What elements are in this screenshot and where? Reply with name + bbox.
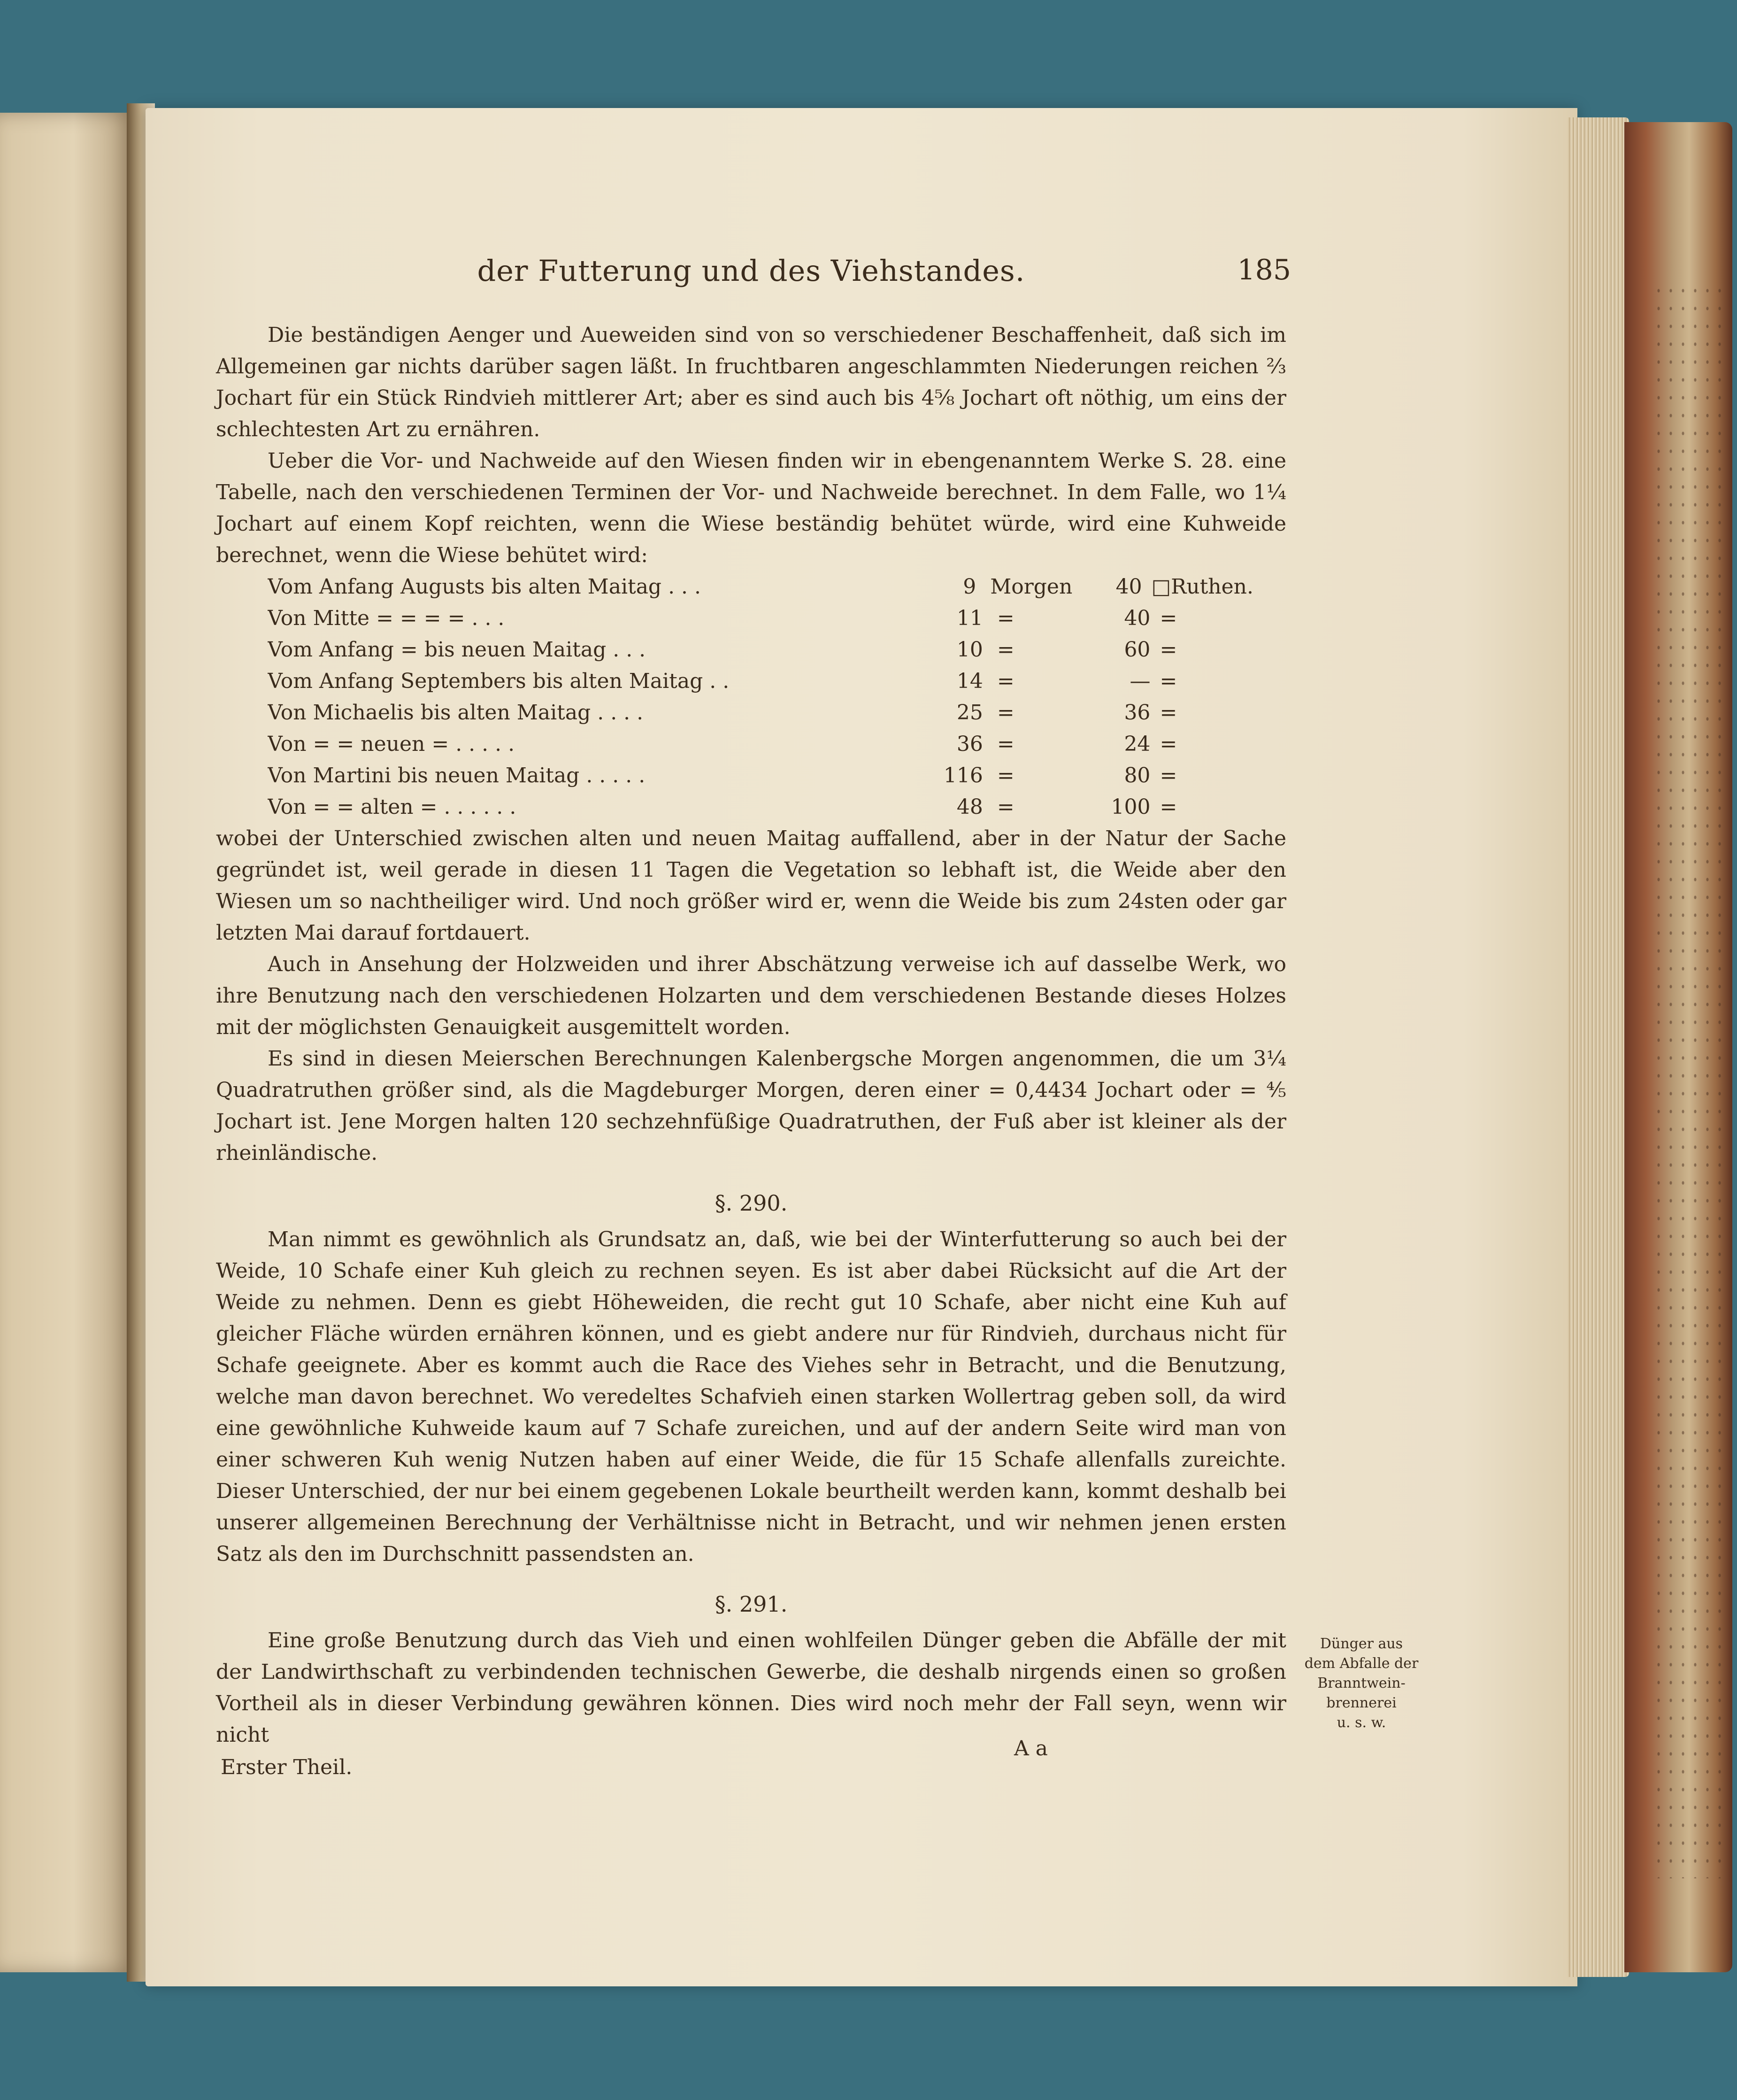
table-ruthen: 36 [1124,701,1151,725]
page-block-edges [1568,117,1629,1977]
marginal-note-line: Branntwein- [1317,1675,1406,1691]
left-page-edge [0,113,134,1972]
paragraph-holzweiden: Auch in Ansehung der Holzweiden und ihrer Abschätzung verweise ich auf dasselbe Werk, wo ihre Benutzung nach den verschiedenen Holzarten und dem verschiedenen Bestande dieses Holzes mit der möglichsten Genauigkeit ausgemittelt worden. [216,952,1286,1039]
weide-table [268,571,1253,823]
table-ruthen: 60 [1124,638,1151,662]
table-unit-morgen: Morgen [990,575,1073,599]
table-morgen: 11 [956,606,983,630]
paragraph-maitag: wobei der Unterschied zwischen alten und neuen Maitag auffallend, aber in der Natur der Sache gegründet ist, weil gerade in diesen 11 Tagen die Vegetation so lebhaft ist, die Weide aber den Wiesen um so nachtheiliger wird. Und noch größer wird er, wenn die Weide bis zum 24sten oder gar letzten Mai darauf fortdauert. [216,826,1286,945]
section-heading-290: §. 290. [715,1190,788,1216]
table-ruthen: 40 [1124,606,1151,630]
table-unit-ruthen: = [1160,795,1177,819]
table-unit-ruthen: = [1160,638,1177,662]
table-morgen: 36 [956,732,983,756]
paragraph-290: Man nimmt es gewöhnlich als Grundsatz an, daß, wie bei der Winterfutterung so auch bei der Weide, 10 Schafe einer Kuh gleich zu rechnen seyen. Es ist aber dabei Rücksicht auf die Art der Weide zu nehmen. Denn es giebt Höheweiden, die recht gut 10 Schafe, aber nicht eine Kuh auf gleicher Fläche würden ernähren können, und es giebt andere nur für Rindvieh, durchaus nicht für Schafe geeignete. Aber es kommt auch die Race des Viehes sehr in Betracht, und die Benutzung, welche man davon berechnet. Wo veredeltes Schafvieh einen starken Wollertrag geben soll, da wird eine gewöhnliche Kuhweide kaum auf 7 Schafe zureichen, und auf der andern Seite wird man von einer schweren Kuh wenig Nutzen haben auf einer Weide, die für 15 Schafe allenfalls zureichte. Dieser Unterschied, der nur bei einem gegebenen Lokale beurtheilt werden kann, kommt deshalb bei unserer allgemeinen Berechnung der Verhältnisse nicht in Betracht, und wir nehmen jenen ersten Satz als den im Durchschnitt passendsten an. [216,1228,1286,1566]
table-ruthen: — [1130,669,1151,693]
section-heading-291: §. 291. [715,1591,788,1617]
table-ruthen: 100 [1111,795,1151,819]
running-title: der Futterung und des Viehstandes. [477,254,1025,288]
catchword: A a [1014,1737,1048,1760]
cover-speckles [1652,282,1723,1878]
table-row-label: Vom Anfang = bis neuen Maitag . . . [268,638,646,662]
table-row-label: Von = = alten = . . . . . . [268,795,516,819]
table-morgen: 10 [956,638,983,662]
paragraph-vor-nachweide: Ueber die Vor- und Nachweide auf den Wiesen finden wir in ebengenanntem Werke S. 28. eine Tabelle, nach den verschiedenen Terminen der Vor- und Nachweide berechnet. In dem Falle, wo 1¼ Jochart auf einem Kopf reichten, wenn die Wiese beständig behütet würde, wird eine Kuhweide berechnet, wenn die Wiese behütet wird: [216,449,1286,567]
paragraph-morgen: Es sind in diesen Meierschen Berechnungen Kalenbergsche Morgen angenommen, die um 3¼ Quadratruthen größer sind, als die Magdeburger Morgen, deren einer = 0,4434 Jochart oder = ⅘ Jochart ist. Jene Morgen halten 120 sechzehnfüßige Quadratruthen, der Fuß aber ist kleiner als der rheinländische. [216,1047,1286,1165]
page-number: 185 [1237,254,1291,286]
table-unit-morgen: = [997,669,1015,693]
table-unit-morgen: = [997,701,1015,725]
table-row-label: Von Martini bis neuen Maitag . . . . . [268,764,646,788]
running-head [216,254,1291,296]
marginal-note-line: dem Abfalle der [1304,1655,1419,1672]
table-row [268,791,1253,823]
table-unit-morgen: = [997,732,1015,756]
table-ruthen: 80 [1124,764,1151,788]
marginal-note-line: brennerei [1326,1695,1397,1711]
table-unit-ruthen: = [1160,764,1177,788]
table-unit-ruthen: = [1160,732,1177,756]
table-row-label: Von Michaelis bis alten Maitag . . . . [268,701,644,725]
signature-line: Erster Theil. [221,1755,353,1779]
page-footer [216,1737,1286,1788]
table-row [268,634,1253,665]
table-morgen: 48 [956,795,983,819]
table-unit-morgen: = [997,795,1015,819]
table-unit-ruthen: = [1160,606,1177,630]
table-row-label: Von Mitte = = = = . . . [268,606,505,630]
table-row [268,571,1253,602]
table-row-label: Vom Anfang Augusts bis alten Maitag . . . [268,575,701,599]
table-row [268,665,1253,697]
table-morgen: 9 [963,575,976,599]
table-morgen: 25 [956,701,983,725]
marginal-note-line: Dünger aus [1320,1636,1403,1652]
table-row [268,728,1253,760]
text-body [216,319,1286,1751]
marginal-note-line: u. s. w. [1337,1714,1386,1731]
table-row-label: Von = = neuen = . . . . . [268,732,515,756]
table-unit-morgen: = [997,606,1015,630]
paragraph-aenger: Die beständigen Aenger und Aueweiden sind von so verschiedener Beschaffenheit, daß sich im Allgemeinen gar nichts darüber sagen läßt. In fruchtbaren angeschlammten Niederungen reichen ⅔ Jochart für ein Stück Rindvieh mittlerer Art; aber es sind auch bis 4⅝ Jochart oft nöthig, um eins der schlechtesten Art zu ernähren. [216,323,1286,441]
table-unit-ruthen: = [1160,701,1177,725]
marginal-note [1289,1634,1434,1733]
table-ruthen: 24 [1124,732,1151,756]
table-unit-morgen: = [997,764,1015,788]
table-unit-ruthen: = [1160,669,1177,693]
table-row [268,760,1253,791]
table-ruthen: 40 [1115,575,1142,599]
paragraph-291: Eine große Benutzung durch das Vieh und einen wohlfeilen Dünger geben die Abfälle der mit der Landwirthschaft zu verbindenden technischen Gewerbe, die deshalb nirgends einen so großen Vortheil als in dieser Verbindung gewähren können. Dies wird noch mehr der Fall seyn, wenn wir nicht [216,1629,1286,1747]
table-row-label: Vom Anfang Septembers bis alten Maitag . . [268,669,730,693]
table-unit-morgen: = [997,638,1015,662]
table-morgen: 14 [956,669,983,693]
table-morgen: 116 [943,764,983,788]
table-unit-ruthen: □Ruthen. [1151,575,1253,599]
table-row [268,697,1253,728]
table-row [268,602,1253,634]
